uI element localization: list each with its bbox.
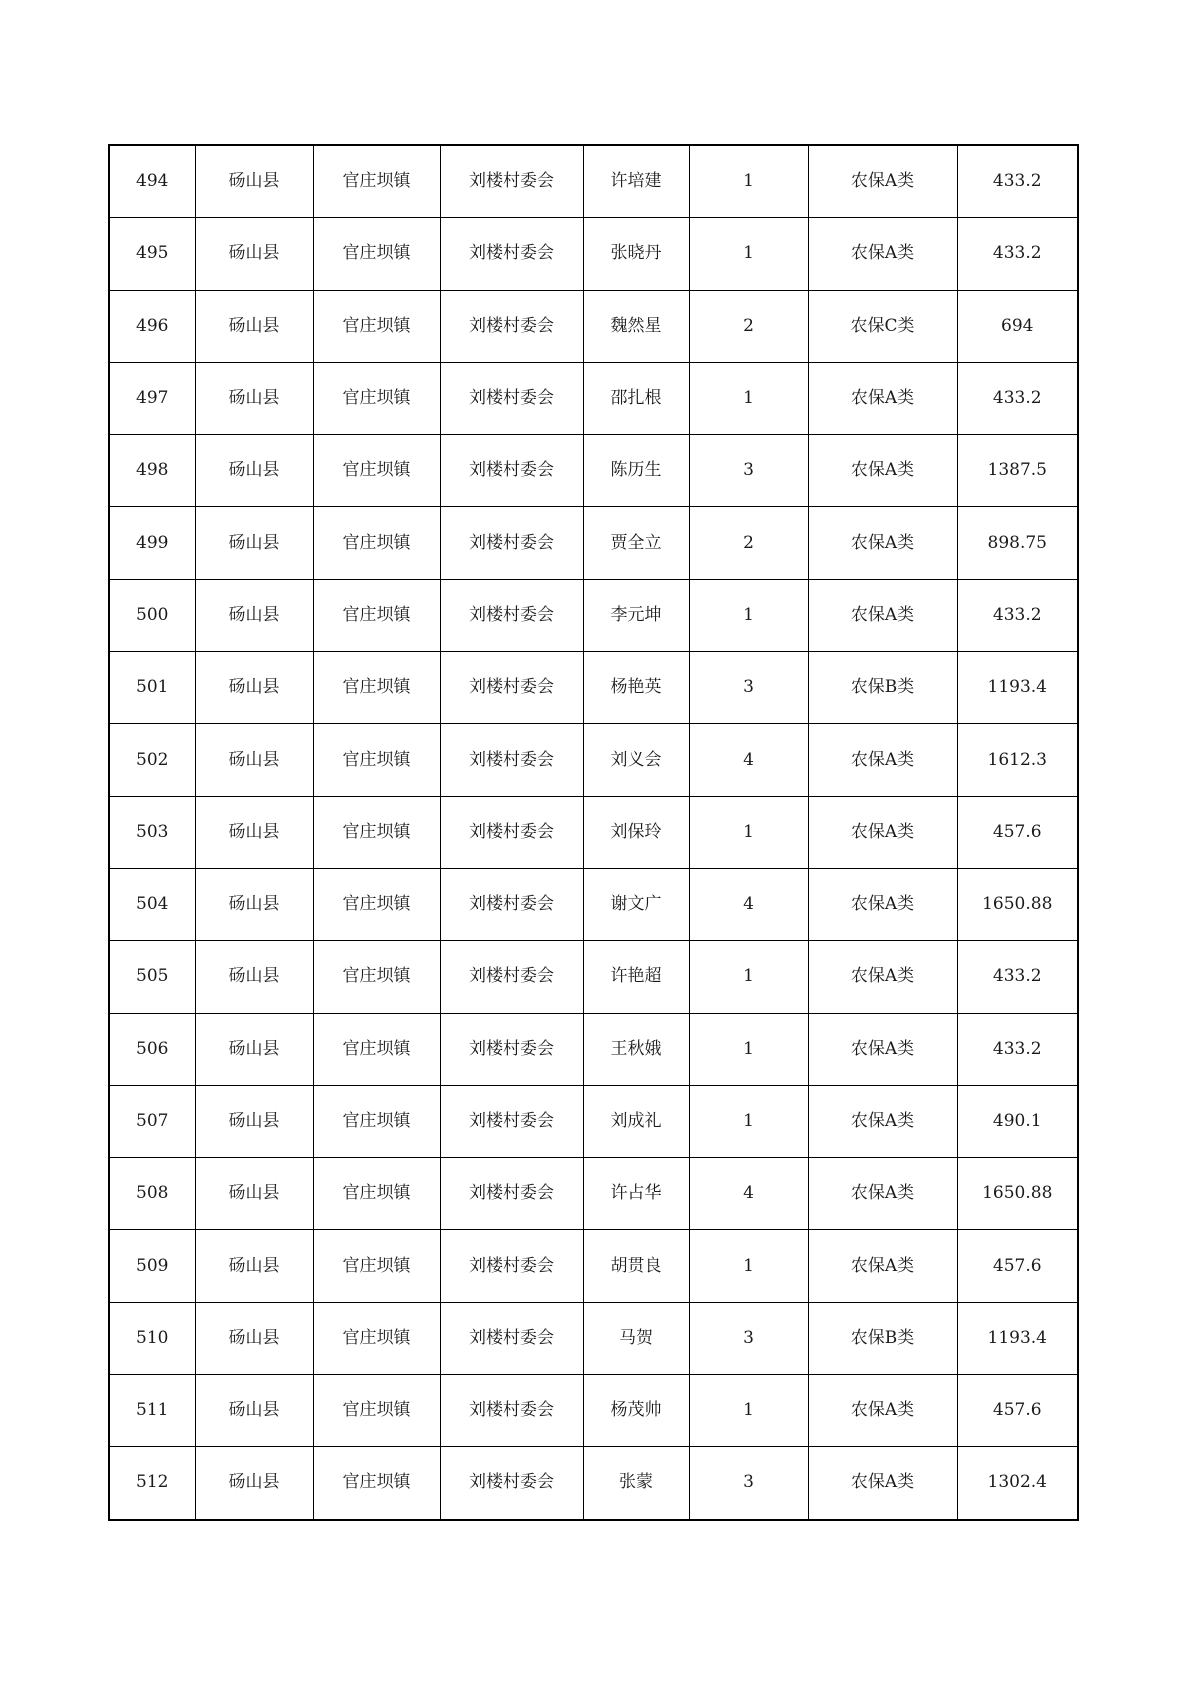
cell-name: 张晓丹 xyxy=(583,218,689,290)
cell-index: 494 xyxy=(109,145,195,218)
cell-name: 张蒙 xyxy=(583,1447,689,1520)
cell-name: 许培建 xyxy=(583,145,689,218)
table-row xyxy=(109,218,1078,290)
cell-village: 刘楼村委会 xyxy=(440,362,583,434)
cell-name: 许占华 xyxy=(583,1158,689,1230)
cell-amount: 1193.4 xyxy=(957,652,1078,724)
cell-category: 农保A类 xyxy=(808,1230,957,1302)
cell-household-count: 3 xyxy=(689,435,808,507)
cell-name: 李元坤 xyxy=(583,579,689,651)
cell-town: 官庄坝镇 xyxy=(313,1447,440,1520)
cell-household-count: 4 xyxy=(689,868,808,940)
cell-amount: 898.75 xyxy=(957,507,1078,579)
cell-county: 砀山县 xyxy=(195,507,313,579)
cell-amount: 433.2 xyxy=(957,1013,1078,1085)
table-row xyxy=(109,1375,1078,1447)
cell-village: 刘楼村委会 xyxy=(440,1158,583,1230)
cell-household-count: 1 xyxy=(689,1085,808,1157)
cell-household-count: 1 xyxy=(689,1230,808,1302)
cell-county: 砀山县 xyxy=(195,218,313,290)
table-row xyxy=(109,1447,1078,1520)
cell-amount: 433.2 xyxy=(957,941,1078,1013)
cell-category: 农保A类 xyxy=(808,796,957,868)
cell-village: 刘楼村委会 xyxy=(440,579,583,651)
table-row xyxy=(109,579,1078,651)
cell-index: 502 xyxy=(109,724,195,796)
cell-village: 刘楼村委会 xyxy=(440,1230,583,1302)
cell-town: 官庄坝镇 xyxy=(313,1085,440,1157)
table-row xyxy=(109,1302,1078,1374)
cell-amount: 694 xyxy=(957,290,1078,362)
table-body xyxy=(109,145,1078,1520)
cell-county: 砀山县 xyxy=(195,1085,313,1157)
cell-name: 刘义会 xyxy=(583,724,689,796)
cell-village: 刘楼村委会 xyxy=(440,796,583,868)
cell-index: 497 xyxy=(109,362,195,434)
cell-name: 邵扎根 xyxy=(583,362,689,434)
cell-index: 509 xyxy=(109,1230,195,1302)
cell-name: 王秋娥 xyxy=(583,1013,689,1085)
cell-village: 刘楼村委会 xyxy=(440,1375,583,1447)
cell-name: 刘成礼 xyxy=(583,1085,689,1157)
cell-index: 508 xyxy=(109,1158,195,1230)
cell-category: 农保B类 xyxy=(808,1302,957,1374)
cell-village: 刘楼村委会 xyxy=(440,435,583,507)
cell-town: 官庄坝镇 xyxy=(313,1158,440,1230)
cell-county: 砀山县 xyxy=(195,362,313,434)
cell-name: 杨艳英 xyxy=(583,652,689,724)
table-row xyxy=(109,435,1078,507)
cell-index: 499 xyxy=(109,507,195,579)
cell-household-count: 1 xyxy=(689,1013,808,1085)
cell-town: 官庄坝镇 xyxy=(313,1230,440,1302)
cell-county: 砀山县 xyxy=(195,796,313,868)
cell-index: 510 xyxy=(109,1302,195,1374)
cell-name: 胡贯良 xyxy=(583,1230,689,1302)
cell-household-count: 1 xyxy=(689,145,808,218)
cell-town: 官庄坝镇 xyxy=(313,362,440,434)
cell-county: 砀山县 xyxy=(195,145,313,218)
cell-town: 官庄坝镇 xyxy=(313,652,440,724)
cell-category: 农保A类 xyxy=(808,145,957,218)
cell-amount: 433.2 xyxy=(957,218,1078,290)
cell-index: 507 xyxy=(109,1085,195,1157)
cell-village: 刘楼村委会 xyxy=(440,1302,583,1374)
cell-county: 砀山县 xyxy=(195,652,313,724)
cell-name: 马贺 xyxy=(583,1302,689,1374)
data-table xyxy=(108,144,1079,1521)
cell-county: 砀山县 xyxy=(195,290,313,362)
cell-town: 官庄坝镇 xyxy=(313,1302,440,1374)
cell-index: 501 xyxy=(109,652,195,724)
cell-town: 官庄坝镇 xyxy=(313,796,440,868)
cell-village: 刘楼村委会 xyxy=(440,652,583,724)
cell-amount: 1193.4 xyxy=(957,1302,1078,1374)
cell-town: 官庄坝镇 xyxy=(313,868,440,940)
cell-index: 500 xyxy=(109,579,195,651)
table-row xyxy=(109,362,1078,434)
cell-name: 陈历生 xyxy=(583,435,689,507)
table-row xyxy=(109,1013,1078,1085)
cell-index: 504 xyxy=(109,868,195,940)
cell-village: 刘楼村委会 xyxy=(440,290,583,362)
cell-village: 刘楼村委会 xyxy=(440,507,583,579)
cell-household-count: 3 xyxy=(689,1447,808,1520)
cell-household-count: 4 xyxy=(689,724,808,796)
cell-category: 农保A类 xyxy=(808,724,957,796)
cell-household-count: 1 xyxy=(689,579,808,651)
cell-town: 官庄坝镇 xyxy=(313,1375,440,1447)
cell-category: 农保A类 xyxy=(808,868,957,940)
cell-household-count: 3 xyxy=(689,1302,808,1374)
cell-category: 农保A类 xyxy=(808,435,957,507)
table-row xyxy=(109,868,1078,940)
cell-amount: 1302.4 xyxy=(957,1447,1078,1520)
cell-household-count: 1 xyxy=(689,941,808,1013)
cell-town: 官庄坝镇 xyxy=(313,1013,440,1085)
cell-category: 农保A类 xyxy=(808,218,957,290)
cell-town: 官庄坝镇 xyxy=(313,218,440,290)
cell-amount: 433.2 xyxy=(957,145,1078,218)
cell-village: 刘楼村委会 xyxy=(440,218,583,290)
cell-amount: 1650.88 xyxy=(957,868,1078,940)
table-row xyxy=(109,1085,1078,1157)
cell-category: 农保A类 xyxy=(808,941,957,1013)
cell-amount: 1650.88 xyxy=(957,1158,1078,1230)
cell-name: 谢文广 xyxy=(583,868,689,940)
cell-index: 496 xyxy=(109,290,195,362)
cell-county: 砀山县 xyxy=(195,868,313,940)
cell-index: 506 xyxy=(109,1013,195,1085)
table-row xyxy=(109,652,1078,724)
cell-household-count: 1 xyxy=(689,796,808,868)
cell-index: 495 xyxy=(109,218,195,290)
cell-category: 农保A类 xyxy=(808,1158,957,1230)
cell-amount: 1612.3 xyxy=(957,724,1078,796)
table-row xyxy=(109,941,1078,1013)
cell-town: 官庄坝镇 xyxy=(313,724,440,796)
table-row xyxy=(109,1230,1078,1302)
cell-category: 农保B类 xyxy=(808,652,957,724)
cell-town: 官庄坝镇 xyxy=(313,435,440,507)
cell-village: 刘楼村委会 xyxy=(440,1085,583,1157)
cell-name: 杨茂帅 xyxy=(583,1375,689,1447)
cell-category: 农保A类 xyxy=(808,1447,957,1520)
cell-household-count: 1 xyxy=(689,218,808,290)
cell-household-count: 2 xyxy=(689,290,808,362)
cell-category: 农保C类 xyxy=(808,290,957,362)
cell-category: 农保A类 xyxy=(808,1375,957,1447)
cell-index: 498 xyxy=(109,435,195,507)
cell-amount: 457.6 xyxy=(957,1375,1078,1447)
cell-town: 官庄坝镇 xyxy=(313,507,440,579)
cell-amount: 1387.5 xyxy=(957,435,1078,507)
cell-town: 官庄坝镇 xyxy=(313,290,440,362)
cell-name: 贾全立 xyxy=(583,507,689,579)
table-row xyxy=(109,1158,1078,1230)
cell-village: 刘楼村委会 xyxy=(440,145,583,218)
cell-county: 砀山县 xyxy=(195,579,313,651)
cell-household-count: 1 xyxy=(689,1375,808,1447)
cell-county: 砀山县 xyxy=(195,435,313,507)
cell-index: 503 xyxy=(109,796,195,868)
cell-county: 砀山县 xyxy=(195,1447,313,1520)
cell-amount: 433.2 xyxy=(957,579,1078,651)
cell-index: 505 xyxy=(109,941,195,1013)
cell-village: 刘楼村委会 xyxy=(440,941,583,1013)
table-row xyxy=(109,796,1078,868)
cell-amount: 490.1 xyxy=(957,1085,1078,1157)
cell-household-count: 3 xyxy=(689,652,808,724)
cell-amount: 457.6 xyxy=(957,1230,1078,1302)
cell-name: 刘保玲 xyxy=(583,796,689,868)
cell-index: 512 xyxy=(109,1447,195,1520)
cell-household-count: 1 xyxy=(689,362,808,434)
cell-town: 官庄坝镇 xyxy=(313,941,440,1013)
cell-household-count: 2 xyxy=(689,507,808,579)
cell-county: 砀山县 xyxy=(195,1375,313,1447)
cell-category: 农保A类 xyxy=(808,579,957,651)
table-row xyxy=(109,724,1078,796)
table-row xyxy=(109,290,1078,362)
cell-household-count: 4 xyxy=(689,1158,808,1230)
cell-town: 官庄坝镇 xyxy=(313,579,440,651)
cell-index: 511 xyxy=(109,1375,195,1447)
cell-category: 农保A类 xyxy=(808,1085,957,1157)
cell-county: 砀山县 xyxy=(195,1302,313,1374)
cell-county: 砀山县 xyxy=(195,724,313,796)
cell-category: 农保A类 xyxy=(808,362,957,434)
cell-name: 许艳超 xyxy=(583,941,689,1013)
cell-amount: 433.2 xyxy=(957,362,1078,434)
cell-category: 农保A类 xyxy=(808,507,957,579)
cell-county: 砀山县 xyxy=(195,1230,313,1302)
cell-amount: 457.6 xyxy=(957,796,1078,868)
table-row xyxy=(109,145,1078,218)
cell-town: 官庄坝镇 xyxy=(313,145,440,218)
cell-county: 砀山县 xyxy=(195,941,313,1013)
cell-name: 魏然星 xyxy=(583,290,689,362)
cell-village: 刘楼村委会 xyxy=(440,1013,583,1085)
cell-county: 砀山县 xyxy=(195,1158,313,1230)
cell-village: 刘楼村委会 xyxy=(440,1447,583,1520)
cell-village: 刘楼村委会 xyxy=(440,868,583,940)
cell-village: 刘楼村委会 xyxy=(440,724,583,796)
cell-county: 砀山县 xyxy=(195,1013,313,1085)
table-row xyxy=(109,507,1078,579)
cell-category: 农保A类 xyxy=(808,1013,957,1085)
